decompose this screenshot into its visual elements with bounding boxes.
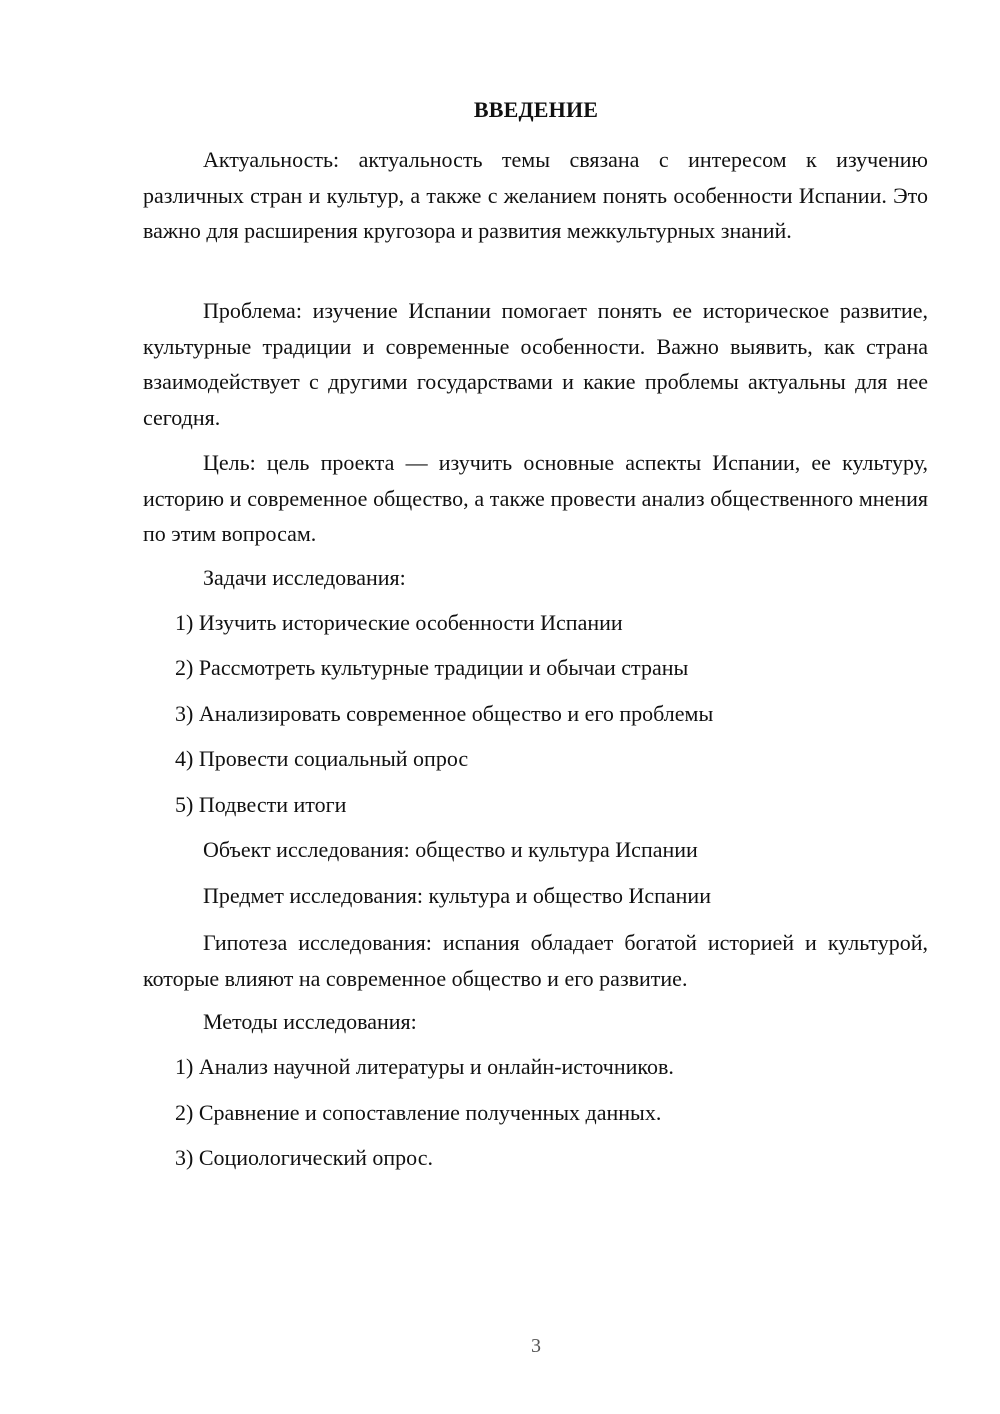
hypothesis-paragraph: Гипотеза исследования: испания обладает богатой историей и культурой, которые влияют на современное общество и его развитие. <box>143 930 928 991</box>
task-item: 5) Подвести итоги <box>175 792 347 817</box>
goal-block <box>143 445 928 552</box>
relevance-paragraph: Актуальность: актуальность темы связана с интересом к изучению различных стран и культур, а также с желанием понять особенности Испании. Это важно для расширения кругозора и развития межкультурных знаний. <box>143 147 928 243</box>
research-subject: Предмет исследования: культура и общество Испании <box>203 883 711 908</box>
method-item: 2) Сравнение и сопоставление полученных данных. <box>175 1100 662 1125</box>
method-item: 3) Социологический опрос. <box>175 1145 433 1170</box>
task-item: 3) Анализировать современное общество и его проблемы <box>175 701 714 726</box>
hypothesis-block <box>143 925 928 996</box>
page-title: ВВЕДЕНИЕ <box>473 97 599 122</box>
method-item: 1) Анализ научной литературы и онлайн-источников. <box>175 1054 674 1079</box>
task-item: 2) Рассмотреть культурные традиции и обычаи страны <box>175 655 689 680</box>
page-number: 3 <box>531 1335 541 1357</box>
research-object: Объект исследования: общество и культура Испании <box>203 837 698 862</box>
relevance-block <box>143 142 928 249</box>
goal-paragraph: Цель: цель проекта — изучить основные аспекты Испании, ее культуру, историю и современное общество, а также провести анализ общественного мнения по этим вопросам. <box>143 450 928 546</box>
methods-heading: Методы исследования: <box>203 1009 417 1034</box>
problem-paragraph: Проблема: изучение Испании помогает понять ее историческое развитие, культурные традиции и современные особенности. Важно выявить, как страна взаимодействует с другими государствами и какие проблемы актуальны для нее сегодня. <box>143 298 928 430</box>
task-item: 1) Изучить исторические особенности Испании <box>175 610 623 635</box>
task-item: 4) Провести социальный опрос <box>175 746 469 771</box>
tasks-heading: Задачи исследования: <box>203 565 406 590</box>
problem-block <box>143 293 928 435</box>
